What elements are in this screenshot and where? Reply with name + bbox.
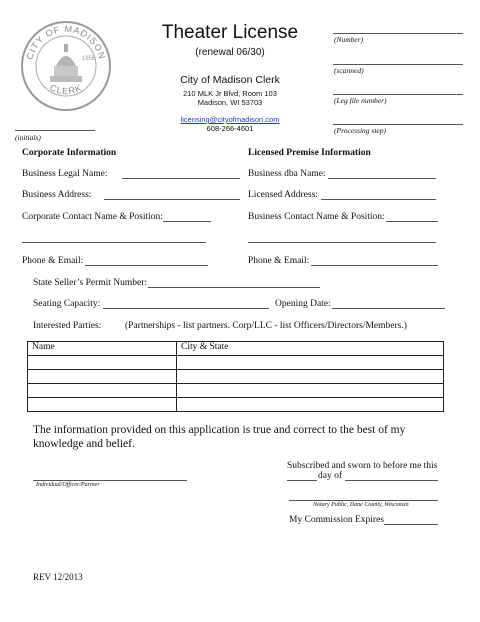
col-city-header: City & State: [177, 342, 444, 356]
initials-label: (initials): [15, 133, 41, 142]
premise-dba-label: Business dba Name:: [248, 169, 326, 179]
seal-text-top: CITY OF MADISON: [24, 23, 108, 61]
notary-label: Notary Public, Dane County, Wisconsin: [313, 502, 409, 508]
commission-label: My Commission Expires: [289, 515, 385, 525]
corporate-heading: Corporate Information: [22, 148, 117, 158]
interested-parties-label: Interested Parties:: [33, 321, 102, 331]
initials-line[interactable]: [15, 130, 95, 131]
processing-line[interactable]: [333, 124, 463, 125]
premise-contact-field-2[interactable]: [248, 242, 436, 243]
sworn-month-field[interactable]: [345, 480, 438, 481]
corp-contact-field-2[interactable]: [22, 242, 206, 243]
table-row: [28, 384, 444, 398]
corp-phone-email-label: Phone & Email:: [22, 256, 84, 266]
table-header-row: [28, 342, 444, 356]
leg-file-label: (Leg file number): [334, 96, 387, 105]
commission-field[interactable]: [384, 524, 438, 525]
permit-field[interactable]: [148, 287, 320, 288]
corp-phone-email-field[interactable]: [85, 265, 208, 266]
sworn-day-field[interactable]: [287, 480, 317, 481]
page-title: Theater License: [161, 22, 299, 43]
city-seal: [20, 20, 112, 112]
certification-statement: The information provided on this application is true and correct to the best of my knowledge and belief.: [33, 424, 406, 450]
table-row: [28, 356, 444, 370]
corp-address-label: Business Address:: [22, 190, 92, 200]
parties-table: [27, 341, 444, 412]
premise-address-field[interactable]: [321, 199, 436, 200]
leg-file-line[interactable]: [333, 94, 463, 95]
number-label: (Number): [334, 35, 364, 44]
table-row: [28, 398, 444, 412]
corp-legal-name-field[interactable]: [122, 178, 240, 179]
seating-field[interactable]: [103, 308, 269, 309]
seal-year: 1856: [82, 56, 96, 62]
scanned-line[interactable]: [333, 64, 463, 65]
premise-dba-field[interactable]: [328, 178, 436, 179]
name-cell[interactable]: [28, 370, 177, 384]
revision-label: REV 12/2013: [33, 572, 83, 582]
corp-address-field[interactable]: [104, 199, 240, 200]
premise-contact-field[interactable]: [386, 221, 438, 222]
city-cell[interactable]: [177, 384, 444, 398]
name-cell[interactable]: [28, 356, 177, 370]
office-address-1: 210 MLK Jr Blvd, Room 103: [183, 89, 277, 98]
premise-heading: Licensed Premise Information: [248, 148, 371, 158]
col-name-header: Name: [28, 342, 177, 356]
day-of-label: day of: [318, 471, 343, 481]
opening-date-field[interactable]: [332, 308, 445, 309]
sworn-label: Subscribed and sworn to before me this: [287, 461, 438, 471]
scanned-label: (scanned): [334, 66, 364, 75]
corp-legal-name-label: Business Legal Name:: [22, 169, 108, 179]
seating-label: Seating Capacity:: [33, 299, 101, 309]
premise-phone-email-label: Phone & Email:: [248, 256, 310, 266]
premise-phone-email-field[interactable]: [311, 265, 438, 266]
signer-signature-line[interactable]: [33, 480, 187, 481]
city-cell[interactable]: [177, 398, 444, 412]
corp-contact-label: Corporate Contact Name & Position:: [22, 212, 163, 222]
office-name: City of Madison Clerk: [180, 74, 280, 86]
interested-parties-note: (Partnerships - list partners. Corp/LLC - list Officers/Directors/Members.): [125, 321, 407, 331]
notary-signature-line[interactable]: [289, 500, 438, 501]
premise-contact-label: Business Contact Name & Position:: [248, 212, 385, 222]
table-row: [28, 370, 444, 384]
office-address-2: Madison, WI 53703: [197, 98, 263, 107]
signer-label: Individual/Officer/Partner: [36, 482, 100, 488]
name-cell[interactable]: [28, 384, 177, 398]
seal-text-bottom: CLERK: [48, 82, 84, 97]
office-phone: 608-266-4601: [206, 124, 254, 133]
corp-contact-field[interactable]: [163, 221, 211, 222]
opening-date-label: Opening Date:: [275, 299, 331, 309]
email-link[interactable]: licensing@cityofmadison.com: [180, 115, 280, 124]
city-cell[interactable]: [177, 370, 444, 384]
processing-label: (Processing step): [334, 126, 387, 135]
permit-label: State Seller’s Permit Number:: [33, 278, 148, 288]
renewal-note: (renewal 06/30): [195, 47, 265, 58]
svg-text:CLERK: [48, 82, 83, 96]
number-line[interactable]: [333, 33, 463, 34]
premise-address-label: Licensed Address:: [248, 190, 318, 200]
name-cell[interactable]: [28, 398, 177, 412]
city-cell[interactable]: [177, 356, 444, 370]
